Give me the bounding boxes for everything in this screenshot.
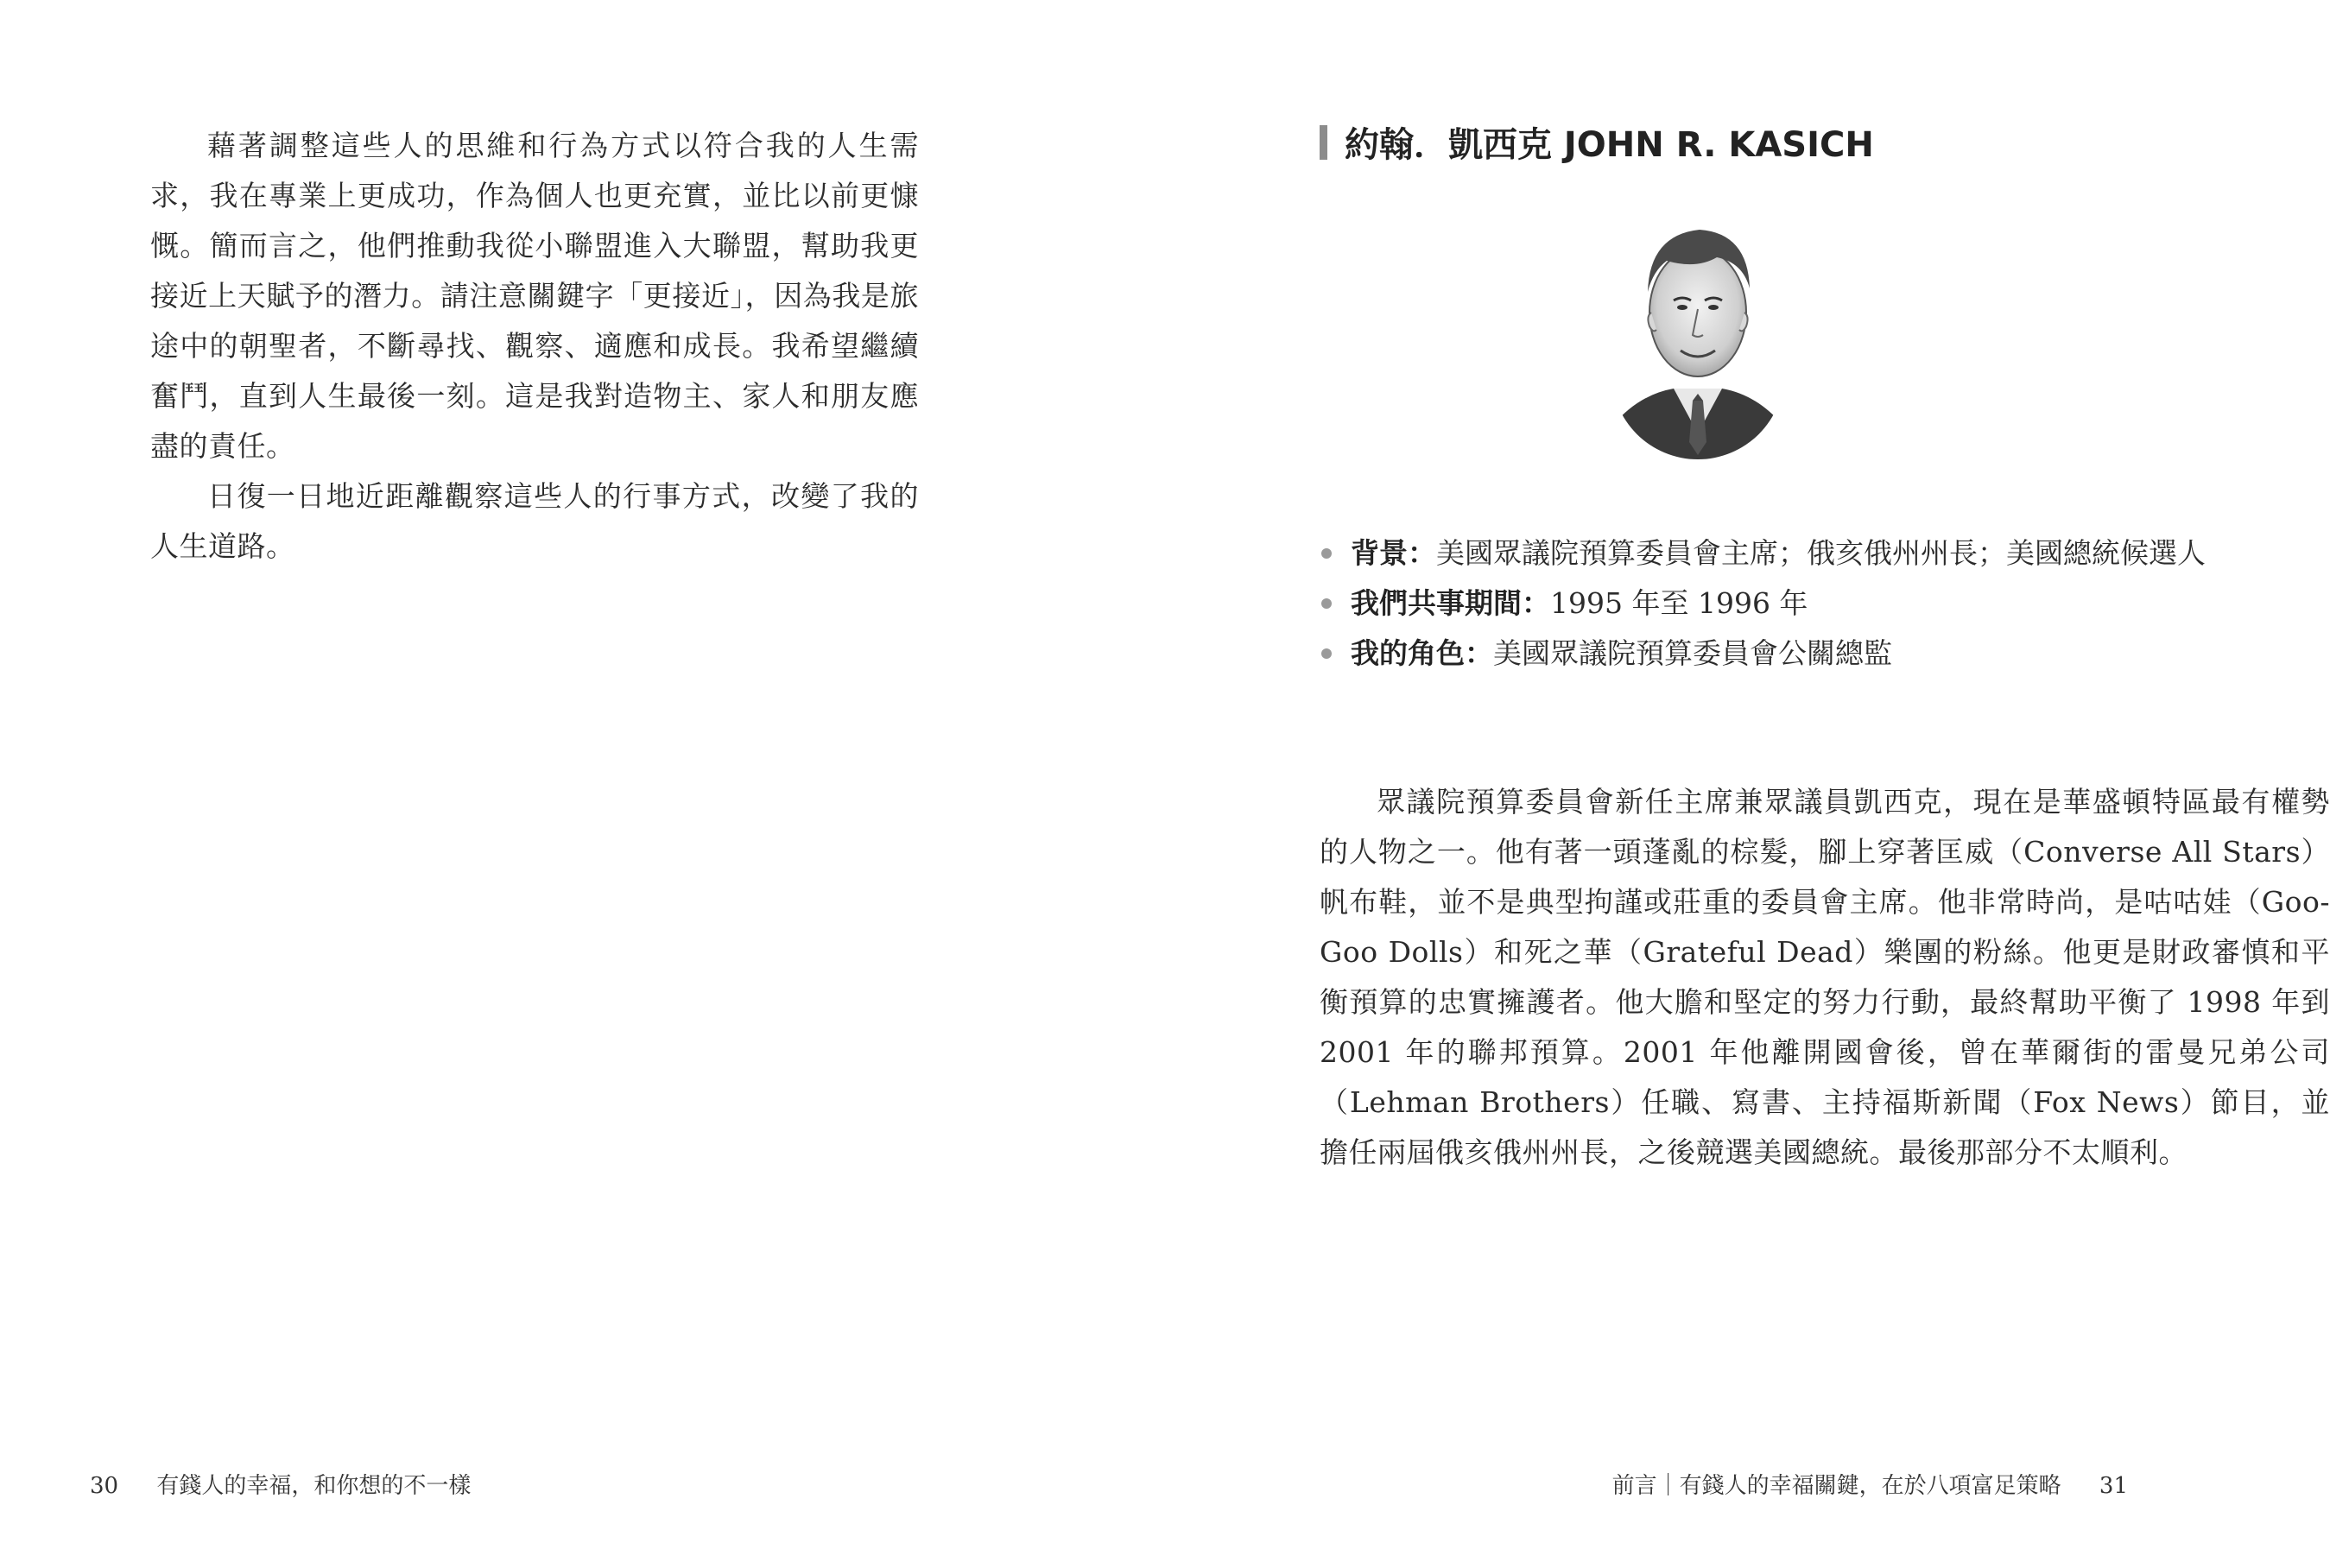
fact-value: 美國眾議院預算委員會公關總監 <box>1493 636 1892 670</box>
portrait-illustration <box>1613 209 1782 461</box>
profile-heading <box>1320 117 1874 167</box>
right-page <box>1105 0 2330 1568</box>
bullet-icon <box>1321 548 1332 559</box>
profile-name: 約翰．凱西克 JOHN R. KASICH <box>1345 125 1874 165</box>
fact-value: 1995 年至 1996 年 <box>1550 586 1808 620</box>
left-body-text <box>150 121 919 572</box>
right-body-text <box>1320 777 2330 1178</box>
bullet-icon <box>1321 648 1332 659</box>
list-item <box>1320 629 2330 679</box>
bullet-icon <box>1321 598 1332 609</box>
heading-bar <box>1320 125 1327 160</box>
fact-value: 美國眾議院預算委員會主席；俄亥俄州州長；美國總統候選人 <box>1436 536 2206 570</box>
list-item <box>1320 579 2330 629</box>
paragraph: 藉著調整這些人的思維和行為方式以符合我的人生需求，我在專業上更成功，作為個人也更充實，並比以前更慷慨。簡而言之，他們推動我從小聯盟進入大聯盟，幫助我更接近上天賦予的潛力。請注意關鍵字「更接近」，因為我是旅途中的朝聖者，不斷尋找、觀察、適應和成長。我希望繼續奮鬥，直到人生最後一刻。這是我對造物主、家人和朋友應盡的責任。 <box>150 129 919 463</box>
fact-label: 我們共事期間： <box>1351 586 1550 620</box>
fact-label: 我的角色： <box>1351 636 1493 670</box>
list-item <box>1320 528 2330 579</box>
left-footer <box>90 1468 471 1500</box>
paragraph: 日復一日地近距離觀察這些人的行事方式，改變了我的人生道路。 <box>150 479 919 563</box>
running-head-book-title: 有錢人的幸福，和你想的不一樣 <box>156 1473 472 1499</box>
left-page <box>0 0 1105 1568</box>
running-head-chapter-title: 前言｜有錢人的幸福關鍵，在於八項富足策略 <box>1611 1473 2061 1499</box>
page-number: 31 <box>2099 1473 2128 1499</box>
paragraph: 眾議院預算委員會新任主席兼眾議員凱西克，現在是華盛頓特區最有權勢的人物之一。他有著一頭蓬亂的棕髮，腳上穿著匡威（Converse All Stars）帆布鞋，並不是典型拘謹或莊重的委員會主席。他非常時尚，是咕咕娃（Goo-Goo Dolls）和死之華（Grateful Dead）樂團的粉絲。他更是財政審慎和平衡預算的忠實擁護者。他大膽和堅定的努力行動，最終幫助平衡了 1998 年到 2001 年的聯邦預算。2001 年他離開國會後，曾在華爾街的雷曼兄弟公司（Lehman Brothers）任職、寫書、主持福斯新聞（Fox News）節目，並擔任兩屆俄亥俄州州長，之後競選美國總統。最後那部分不太順利。 <box>1320 785 2330 1169</box>
right-footer <box>1612 1468 2128 1500</box>
fact-label: 背景： <box>1351 536 1436 570</box>
profile-facts <box>1320 528 2330 679</box>
page-number: 30 <box>90 1473 119 1499</box>
